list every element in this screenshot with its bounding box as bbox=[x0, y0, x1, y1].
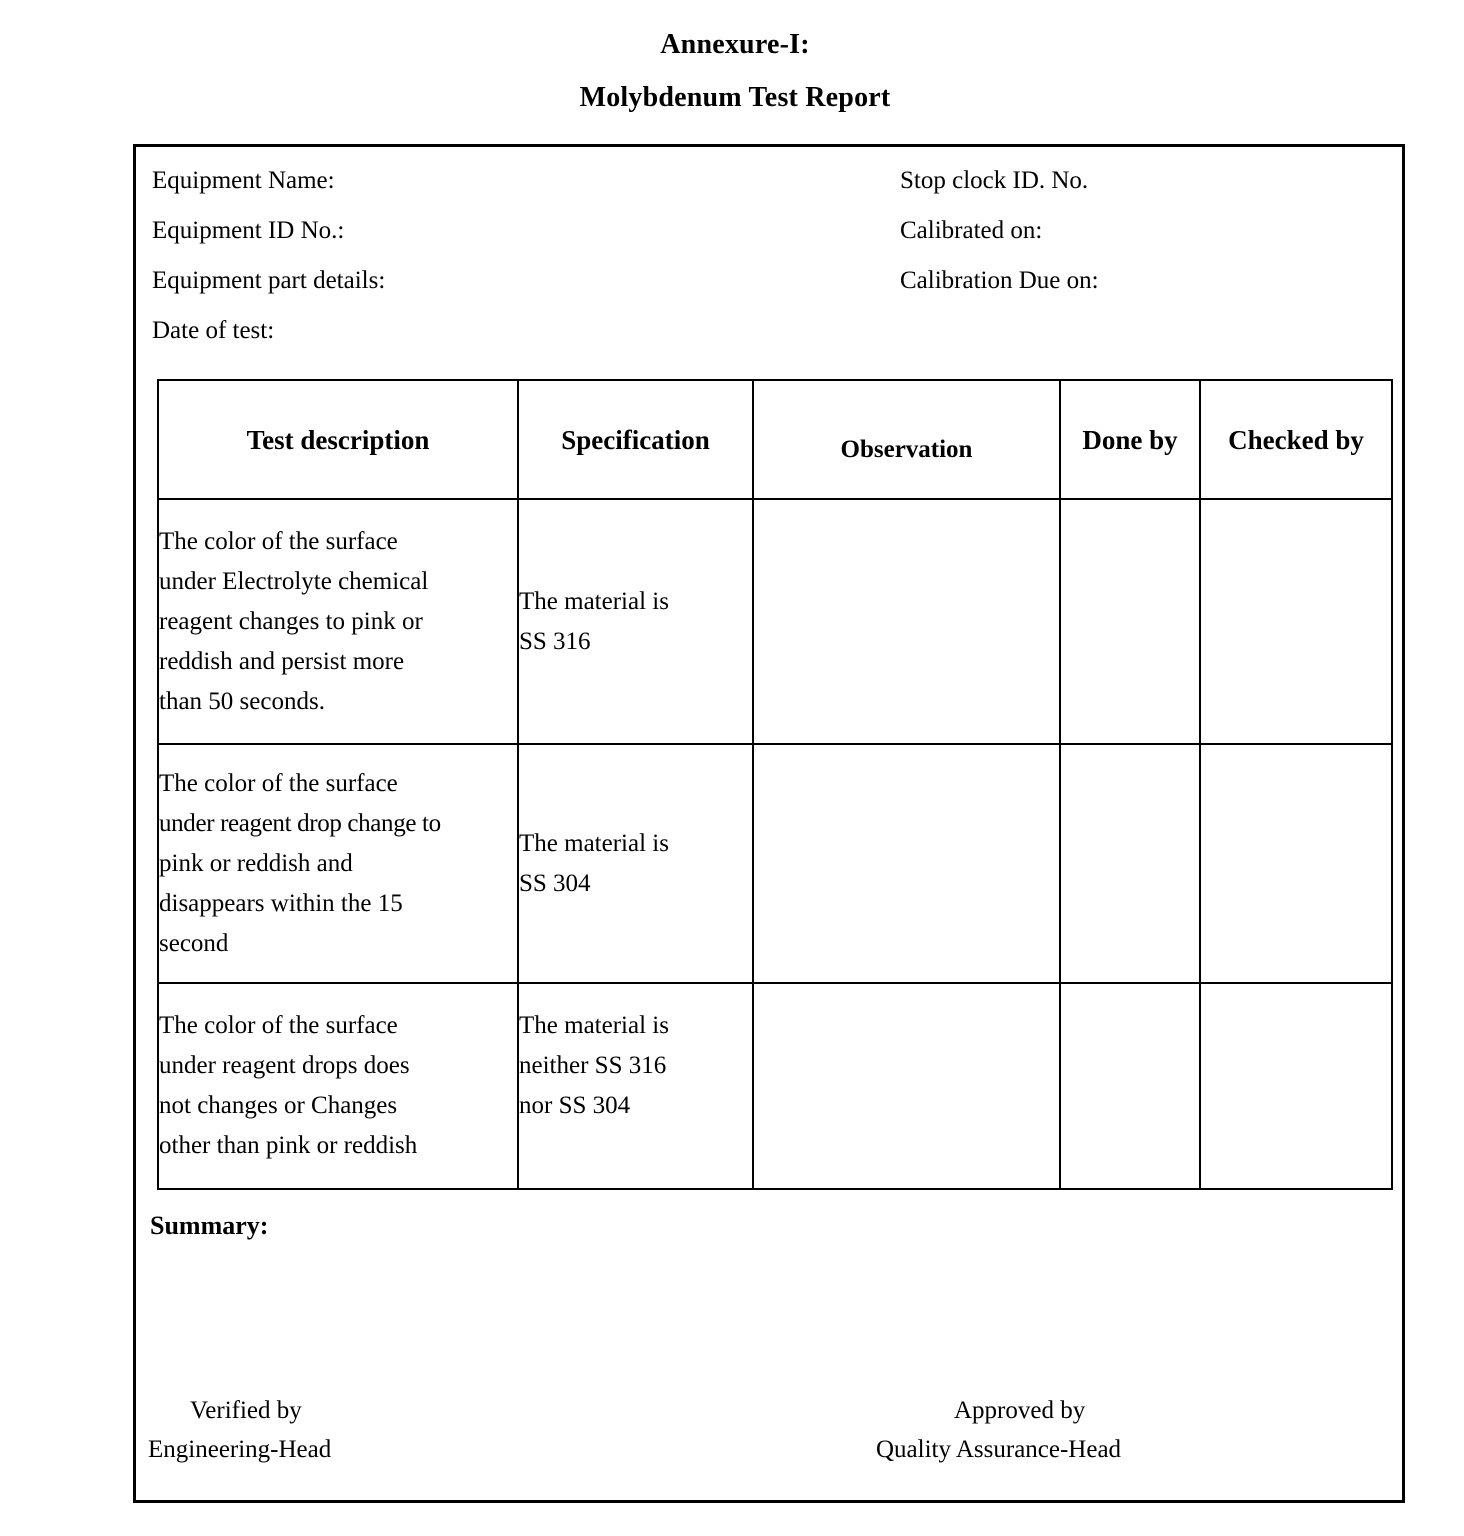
specification-line: SS 304 bbox=[519, 869, 591, 897]
description-line: under reagent drop change to bbox=[159, 809, 441, 837]
summary-label: Summary: bbox=[150, 1211, 269, 1240]
description-line: under Electrolyte chemical bbox=[159, 567, 429, 595]
signature-name-quality-assurance-head: Quality Assurance-Head bbox=[876, 1436, 1122, 1463]
table-row bbox=[158, 983, 1392, 1189]
specification-line: SS 316 bbox=[519, 627, 591, 655]
test-results-table-wrapper bbox=[157, 379, 1391, 1187]
specification-line: nor SS 304 bbox=[519, 1092, 631, 1119]
description-line: second bbox=[159, 929, 229, 957]
signature-role-verified-by: Verified by bbox=[190, 1397, 302, 1424]
column-header-observation-label: Observation bbox=[840, 435, 973, 463]
description-line: reddish and persist more bbox=[159, 647, 405, 675]
cell-checked-by[interactable] bbox=[1200, 983, 1392, 1189]
cell-test-description bbox=[158, 499, 518, 744]
column-header-done-by-label: Done by bbox=[1082, 424, 1178, 455]
test-results-table bbox=[157, 379, 1393, 1190]
cell-done-by[interactable] bbox=[1060, 983, 1200, 1189]
cell-observation[interactable] bbox=[753, 499, 1060, 744]
cell-checked-by[interactable] bbox=[1200, 744, 1392, 983]
document-title-block bbox=[0, 18, 1464, 124]
signature-block-approved-by bbox=[876, 1391, 1121, 1469]
description-line: reagent changes to pink or bbox=[159, 607, 423, 635]
cell-observation[interactable] bbox=[753, 744, 1060, 983]
cell-observation[interactable] bbox=[753, 983, 1060, 1189]
table-row bbox=[158, 499, 1392, 744]
description-line: disappears within the 15 bbox=[159, 889, 403, 917]
signature-name-engineering-head: Engineering-Head bbox=[148, 1436, 332, 1463]
cell-test-description bbox=[158, 744, 518, 983]
field-date-of-test: Date of test: bbox=[152, 317, 275, 344]
column-header-observation bbox=[753, 380, 1060, 499]
calibration-fields-column bbox=[900, 156, 1099, 306]
column-header-checked-by-label: Checked by bbox=[1228, 424, 1364, 455]
column-header-specification-label: Specification bbox=[561, 424, 710, 455]
cell-specification bbox=[518, 499, 753, 744]
specification-line: The material is bbox=[519, 587, 669, 615]
cell-specification bbox=[518, 983, 753, 1189]
cell-done-by[interactable] bbox=[1060, 744, 1200, 983]
signature-area bbox=[136, 1391, 1402, 1491]
field-stop-clock-id-no: Stop clock ID. No. bbox=[900, 167, 1089, 194]
cell-done-by[interactable] bbox=[1060, 499, 1200, 744]
description-line: pink or reddish and bbox=[159, 849, 353, 877]
description-line: than 50 seconds. bbox=[159, 687, 325, 715]
table-row bbox=[158, 744, 1392, 983]
page-title: Molybdenum Test Report bbox=[579, 82, 891, 113]
form-outer-border bbox=[133, 144, 1405, 1503]
specification-line: The material is bbox=[519, 829, 669, 857]
cell-specification bbox=[518, 744, 753, 983]
description-line: not changes or Changes bbox=[159, 1092, 398, 1119]
cell-test-description bbox=[158, 983, 518, 1189]
description-line: The color of the surface bbox=[159, 769, 398, 797]
column-header-test-description bbox=[158, 380, 518, 499]
description-line: under reagent drops does bbox=[159, 1052, 410, 1079]
field-calibration-due-on: Calibration Due on: bbox=[900, 267, 1099, 294]
signature-role-approved-by: Approved by bbox=[954, 1397, 1086, 1424]
field-equipment-name: Equipment Name: bbox=[152, 167, 335, 194]
column-header-done-by bbox=[1060, 380, 1200, 499]
description-line: other than pink or reddish bbox=[159, 1132, 418, 1159]
specification-line: neither SS 316 bbox=[519, 1052, 667, 1079]
column-header-specification bbox=[518, 380, 753, 499]
column-header-test-description-label: Test description bbox=[246, 424, 430, 455]
cell-checked-by[interactable] bbox=[1200, 499, 1392, 744]
field-equipment-id-no: Equipment ID No.: bbox=[152, 217, 345, 244]
field-equipment-part-details: Equipment part details: bbox=[152, 267, 386, 294]
description-line: The color of the surface bbox=[159, 527, 398, 555]
field-calibrated-on: Calibrated on: bbox=[900, 217, 1043, 244]
signature-block-verified-by bbox=[148, 1391, 331, 1469]
equipment-details-header bbox=[136, 147, 1402, 375]
table-header-row bbox=[158, 380, 1392, 499]
annexure-label: Annexure-I: bbox=[660, 29, 810, 60]
description-line: The color of the surface bbox=[159, 1012, 398, 1039]
column-header-checked-by bbox=[1200, 380, 1392, 499]
equipment-fields-column bbox=[152, 156, 385, 356]
specification-line: The material is bbox=[519, 1012, 669, 1039]
